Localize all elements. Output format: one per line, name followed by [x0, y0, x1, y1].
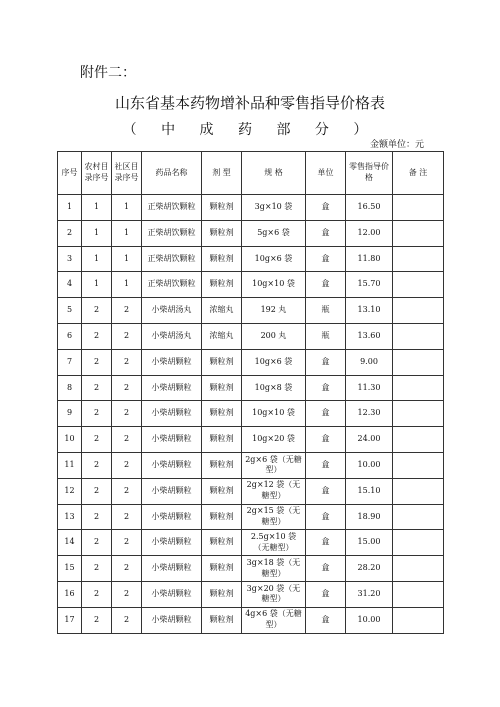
cell-community-catalog: 2	[112, 298, 142, 324]
header-drug-name: 药品名称	[142, 152, 202, 195]
cell-drug-name: 小柴胡颗粒	[142, 556, 202, 582]
table-row	[58, 246, 444, 272]
cell-spec: 5g×6 袋	[242, 220, 306, 246]
cell-drug-name: 正柴胡饮颗粒	[142, 246, 202, 272]
cell-drug-name: 小柴胡颗粒	[142, 504, 202, 530]
cell-remark	[393, 195, 444, 221]
cell-dosage-form: 颗粒剂	[202, 581, 242, 607]
cell-drug-name: 正柴胡饮颗粒	[142, 272, 202, 298]
cell-dosage-form: 颗粒剂	[202, 427, 242, 453]
cell-dosage-form: 颗粒剂	[202, 375, 242, 401]
cell-community-catalog: 2	[112, 581, 142, 607]
cell-remark	[393, 452, 444, 478]
cell-retail-price: 31.20	[346, 581, 393, 607]
cell-rural-catalog: 2	[82, 401, 112, 427]
cell-retail-price: 12.30	[346, 401, 393, 427]
header-remark: 备 注	[393, 152, 444, 195]
cell-retail-price: 12.00	[346, 220, 393, 246]
cell-retail-price: 10.00	[346, 607, 393, 633]
cell-dosage-form: 颗粒剂	[202, 195, 242, 221]
cell-retail-price: 16.50	[346, 195, 393, 221]
cell-rural-catalog: 2	[82, 581, 112, 607]
cell-unit: 盒	[306, 452, 346, 478]
cell-rural-catalog: 2	[82, 504, 112, 530]
cell-remark	[393, 375, 444, 401]
cell-remark	[393, 298, 444, 324]
cell-spec: 2g×15 袋（无糖型）	[242, 504, 306, 530]
cell-spec: 10g×8 袋	[242, 375, 306, 401]
cell-rural-catalog: 1	[82, 272, 112, 298]
cell-retail-price: 15.70	[346, 272, 393, 298]
cell-rural-catalog: 2	[82, 607, 112, 633]
cell-community-catalog: 1	[112, 220, 142, 246]
cell-unit: 盒	[306, 349, 346, 375]
table-row	[58, 427, 444, 453]
cell-community-catalog: 2	[112, 401, 142, 427]
cell-dosage-form: 浓缩丸	[202, 298, 242, 324]
cell-retail-price: 28.20	[346, 556, 393, 582]
cell-drug-name: 正柴胡饮颗粒	[142, 195, 202, 221]
cell-community-catalog: 2	[112, 607, 142, 633]
cell-remark	[393, 504, 444, 530]
cell-dosage-form: 颗粒剂	[202, 504, 242, 530]
cell-rural-catalog: 2	[82, 452, 112, 478]
document-subtitle: （ 中 成 药 部 分 ）	[122, 122, 378, 138]
cell-remark	[393, 323, 444, 349]
cell-community-catalog: 2	[112, 375, 142, 401]
cell-seq: 8	[58, 375, 82, 401]
cell-dosage-form: 颗粒剂	[202, 556, 242, 582]
header-dosage-form: 剂 型	[202, 152, 242, 195]
cell-unit: 盒	[306, 195, 346, 221]
cell-remark	[393, 607, 444, 633]
cell-seq: 6	[58, 323, 82, 349]
cell-seq: 5	[58, 298, 82, 324]
cell-community-catalog: 2	[112, 478, 142, 504]
cell-drug-name: 小柴胡颗粒	[142, 607, 202, 633]
header-retail-price: 零售指导价格	[346, 152, 393, 195]
table-row	[58, 349, 444, 375]
cell-rural-catalog: 1	[82, 220, 112, 246]
cell-spec: 10g×6 袋	[242, 349, 306, 375]
cell-unit: 盒	[306, 530, 346, 556]
cell-drug-name: 小柴胡汤丸	[142, 323, 202, 349]
cell-spec: 3g×10 袋	[242, 195, 306, 221]
header-rural-catalog: 农村目录序号	[82, 152, 112, 195]
header-seq: 序号	[58, 152, 82, 195]
cell-unit: 瓶	[306, 323, 346, 349]
cell-rural-catalog: 2	[82, 530, 112, 556]
cell-seq: 16	[58, 581, 82, 607]
cell-seq: 13	[58, 504, 82, 530]
cell-community-catalog: 1	[112, 195, 142, 221]
table-row	[58, 530, 444, 556]
cell-remark	[393, 581, 444, 607]
cell-community-catalog: 2	[112, 427, 142, 453]
cell-retail-price: 11.80	[346, 246, 393, 272]
cell-seq: 9	[58, 401, 82, 427]
cell-unit: 盒	[306, 607, 346, 633]
cell-rural-catalog: 2	[82, 298, 112, 324]
cell-spec: 3g×18 袋（无糖型）	[242, 556, 306, 582]
cell-remark	[393, 530, 444, 556]
cell-dosage-form: 颗粒剂	[202, 607, 242, 633]
cell-dosage-form: 颗粒剂	[202, 530, 242, 556]
cell-rural-catalog: 2	[82, 556, 112, 582]
cell-retail-price: 9.00	[346, 349, 393, 375]
cell-spec: 10g×10 袋	[242, 401, 306, 427]
cell-spec: 2g×12 袋（无糖型）	[242, 478, 306, 504]
cell-community-catalog: 2	[112, 452, 142, 478]
cell-unit: 盒	[306, 427, 346, 453]
cell-rural-catalog: 1	[82, 246, 112, 272]
table-row	[58, 504, 444, 530]
cell-dosage-form: 颗粒剂	[202, 401, 242, 427]
cell-seq: 4	[58, 272, 82, 298]
table-row	[58, 195, 444, 221]
cell-dosage-form: 颗粒剂	[202, 478, 242, 504]
header-spec: 规 格	[242, 152, 306, 195]
cell-unit: 盒	[306, 375, 346, 401]
cell-seq: 2	[58, 220, 82, 246]
cell-community-catalog: 2	[112, 323, 142, 349]
cell-community-catalog: 1	[112, 272, 142, 298]
cell-spec: 10g×6 袋	[242, 246, 306, 272]
cell-seq: 15	[58, 556, 82, 582]
cell-spec: 4g×6 袋（无糖型）	[242, 607, 306, 633]
cell-dosage-form: 颗粒剂	[202, 349, 242, 375]
cell-remark	[393, 272, 444, 298]
cell-community-catalog: 2	[112, 530, 142, 556]
table-row	[58, 556, 444, 582]
cell-unit: 盒	[306, 581, 346, 607]
cell-seq: 1	[58, 195, 82, 221]
cell-retail-price: 15.00	[346, 530, 393, 556]
cell-drug-name: 正柴胡饮颗粒	[142, 220, 202, 246]
cell-remark	[393, 401, 444, 427]
cell-retail-price: 10.00	[346, 452, 393, 478]
cell-rural-catalog: 2	[82, 478, 112, 504]
cell-drug-name: 小柴胡颗粒	[142, 349, 202, 375]
cell-community-catalog: 2	[112, 349, 142, 375]
cell-retail-price: 13.60	[346, 323, 393, 349]
cell-spec: 10g×10 袋	[242, 272, 306, 298]
cell-community-catalog: 2	[112, 556, 142, 582]
cell-unit: 盒	[306, 478, 346, 504]
cell-spec: 2.5g×10 袋（无糖型）	[242, 530, 306, 556]
cell-drug-name: 小柴胡颗粒	[142, 581, 202, 607]
cell-dosage-form: 颗粒剂	[202, 272, 242, 298]
table-row	[58, 478, 444, 504]
cell-rural-catalog: 2	[82, 375, 112, 401]
cell-unit: 盒	[306, 504, 346, 530]
table-row	[58, 607, 444, 633]
cell-seq: 3	[58, 246, 82, 272]
table-row	[58, 452, 444, 478]
cell-seq: 17	[58, 607, 82, 633]
cell-rural-catalog: 2	[82, 427, 112, 453]
cell-remark	[393, 220, 444, 246]
cell-spec: 10g×20 袋	[242, 427, 306, 453]
cell-remark	[393, 349, 444, 375]
cell-seq: 10	[58, 427, 82, 453]
cell-drug-name: 小柴胡颗粒	[142, 401, 202, 427]
cell-retail-price: 13.10	[346, 298, 393, 324]
cell-drug-name: 小柴胡颗粒	[142, 530, 202, 556]
table-row	[58, 298, 444, 324]
cell-unit: 盒	[306, 556, 346, 582]
table-row	[58, 323, 444, 349]
cell-spec: 192 丸	[242, 298, 306, 324]
cell-remark	[393, 246, 444, 272]
cell-unit: 盒	[306, 272, 346, 298]
cell-spec: 200 丸	[242, 323, 306, 349]
attachment-label: 附件二：	[80, 65, 136, 81]
cell-retail-price: 11.30	[346, 375, 393, 401]
cell-community-catalog: 2	[112, 504, 142, 530]
cell-retail-price: 24.00	[346, 427, 393, 453]
cell-unit: 盒	[306, 401, 346, 427]
cell-remark	[393, 556, 444, 582]
cell-drug-name: 小柴胡颗粒	[142, 427, 202, 453]
cell-remark	[393, 427, 444, 453]
document-title: 山东省基本药物增补品种零售指导价格表	[114, 94, 385, 112]
cell-unit: 盒	[306, 246, 346, 272]
cell-seq: 14	[58, 530, 82, 556]
cell-rural-catalog: 2	[82, 323, 112, 349]
cell-drug-name: 小柴胡颗粒	[142, 478, 202, 504]
cell-retail-price: 15.10	[346, 478, 393, 504]
header-community-catalog: 社区目录序号	[112, 152, 142, 195]
cell-rural-catalog: 1	[82, 195, 112, 221]
table-header-row	[58, 152, 444, 195]
cell-remark	[393, 478, 444, 504]
price-table	[57, 151, 444, 634]
cell-community-catalog: 1	[112, 246, 142, 272]
cell-dosage-form: 颗粒剂	[202, 246, 242, 272]
table-row	[58, 375, 444, 401]
table-row	[58, 581, 444, 607]
table-row	[58, 272, 444, 298]
cell-seq: 11	[58, 452, 82, 478]
cell-seq: 12	[58, 478, 82, 504]
cell-rural-catalog: 2	[82, 349, 112, 375]
cell-unit: 瓶	[306, 298, 346, 324]
cell-dosage-form: 浓缩丸	[202, 323, 242, 349]
header-unit: 单位	[306, 152, 346, 195]
currency-unit-note: 金额单位：元	[369, 140, 424, 150]
cell-unit: 盒	[306, 220, 346, 246]
cell-seq: 7	[58, 349, 82, 375]
cell-spec: 2g×6 袋（无糖型）	[242, 452, 306, 478]
table-row	[58, 401, 444, 427]
table-row	[58, 220, 444, 246]
cell-dosage-form: 颗粒剂	[202, 220, 242, 246]
cell-drug-name: 小柴胡颗粒	[142, 452, 202, 478]
cell-spec: 3g×20 袋（无糖型）	[242, 581, 306, 607]
cell-drug-name: 小柴胡汤丸	[142, 298, 202, 324]
cell-dosage-form: 颗粒剂	[202, 452, 242, 478]
cell-retail-price: 18.90	[346, 504, 393, 530]
cell-drug-name: 小柴胡颗粒	[142, 375, 202, 401]
